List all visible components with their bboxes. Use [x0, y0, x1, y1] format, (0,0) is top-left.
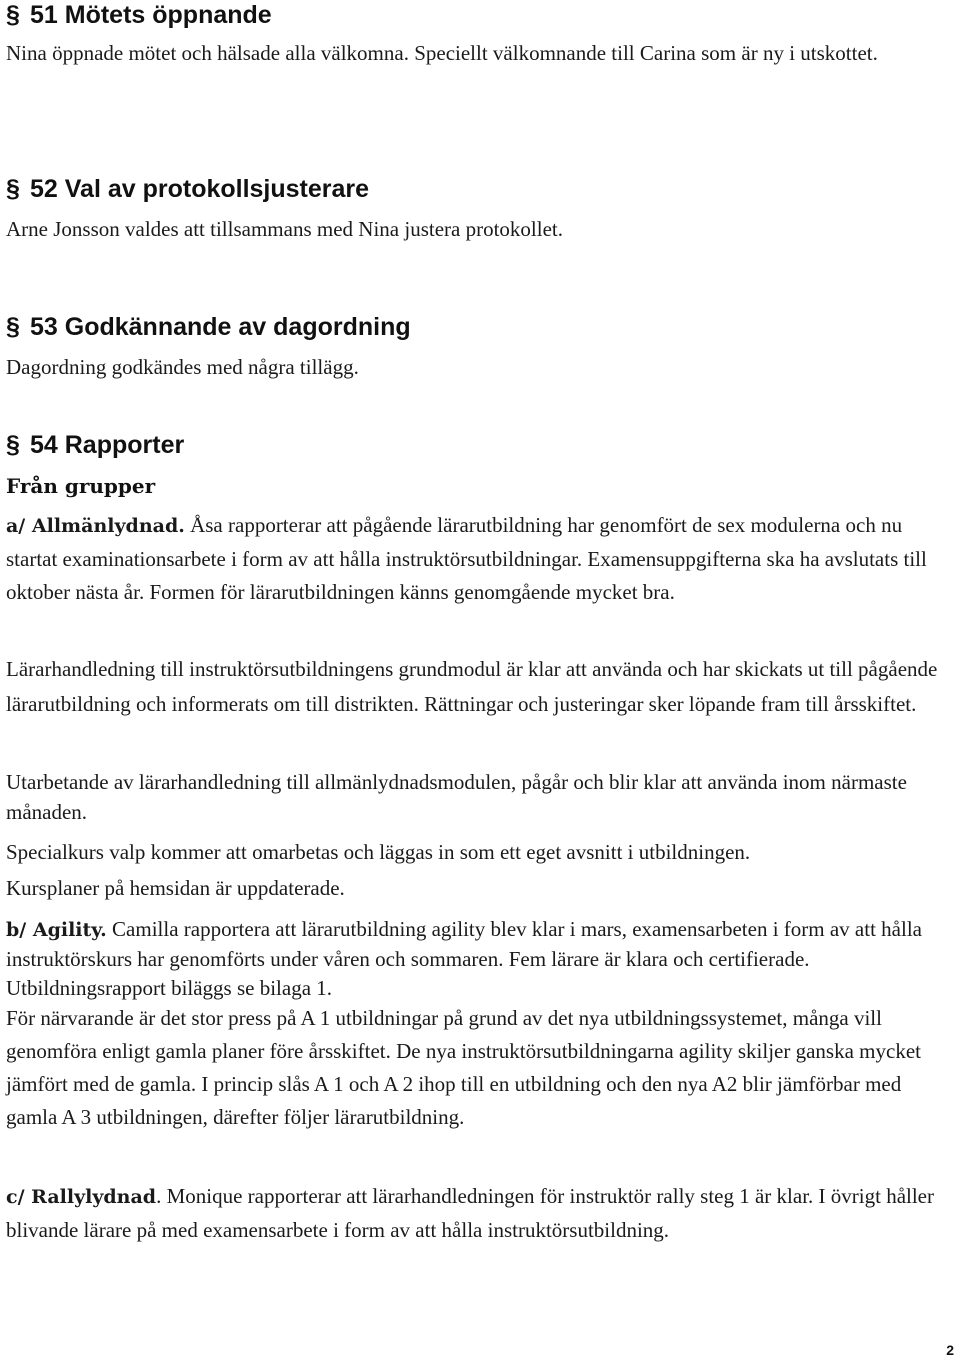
section-51-text: Nina öppnade mötet och hälsade alla välkomna. Speciellt välkomnande till Carina som är ny i utskottet.: [6, 41, 878, 65]
section-53-text: Dagordning godkändes med några tillägg.: [6, 355, 359, 379]
report-allmanlydnad-p3: Utarbetande av lärarhandledning till allmänlydnadsmodulen, pågår och blir klar att använda inom närmaste månaden.: [6, 770, 907, 824]
report-allmanlydnad-p2: Lärarhandledning till instruktörsutbildningens grundmodul är klar att använda och har skickats ut till pågående lärarutbildning och informerats om till distrikten. Rättningar och justeringar sker löpande fram till årsskiftet.: [6, 657, 938, 716]
section-52-heading: § 52 Val av protokollsjusterare: [6, 175, 370, 203]
section-sign-icon: §: [6, 313, 20, 341]
section-51-heading: § 51 Mötets öppnande: [6, 1, 272, 29]
report-allmanlydnad-p5: Kursplaner på hemsidan är uppdaterade.: [6, 876, 345, 900]
page-number: 2: [946, 1342, 954, 1358]
report-agility-p2: För närvarande är det stor press på A 1 utbildningar på grund av det nya utbildningssystemet, många vill genomföra enligt gamla planer före årsskiftet. De nya instruktörsutbildningarna agility skiljer ganska mycket jämfört med de gamla. I princip slås A 1 och A 2 ihop till en utbildning och den nya A2 blir jämförbar med gamla A 3 utbildningen, därefter följer lärarutbildning.: [6, 1006, 921, 1129]
label-rallylydnad: c/ Rallylydnad: [6, 1186, 157, 1208]
label-agility: b/ Agility.: [6, 919, 107, 941]
section-sign-icon: §: [6, 175, 20, 203]
report-rallylydnad: c/ Rallylydnad. Monique rapporterar att lärarhandledningen för instruktör rally steg 1 är klar. I övrigt håller blivande lärare på med examensarbete i form av att hålla instruktörsutbildning.: [6, 1184, 934, 1242]
subheading-from-groups: Från grupper: [6, 474, 156, 498]
report-allmanlydnad-p4: Specialkurs valp kommer att omarbetas och läggas in som ett eget avsnitt i utbildningen.: [6, 840, 751, 864]
section-53-heading: § 53 Godkännande av dagordning: [6, 313, 411, 341]
report-agility: b/ Agility. Camilla rapportera att lärarutbildning agility blev klar i mars, examensarbeten i form av att hålla instruktörskurs har genomförts under våren och sommaren. Fem lärare är klara och certifierade. Utbildningsrapport biläggs se bilaga 1.: [6, 917, 922, 1000]
section-sign-icon: §: [6, 1, 20, 29]
section-52-text: Arne Jonsson valdes att tillsammans med Nina justera protokollet.: [6, 217, 563, 241]
label-allmanlydnad: a/ Allmänlydnad.: [6, 515, 185, 537]
section-sign-icon: §: [6, 431, 20, 459]
section-54-heading: § 54 Rapporter: [6, 431, 185, 459]
report-allmanlydnad: a/ Allmänlydnad. Åsa rapporterar att pågående lärarutbildning har genomfört de sex modulerna och nu startat examinationsarbete i form av att hålla instruktörsutbildningar. Examensuppgifterna ska ha avslutats till oktober nästa år. Formen för lärarutbildningen känns genomgående mycket bra.: [6, 513, 927, 604]
